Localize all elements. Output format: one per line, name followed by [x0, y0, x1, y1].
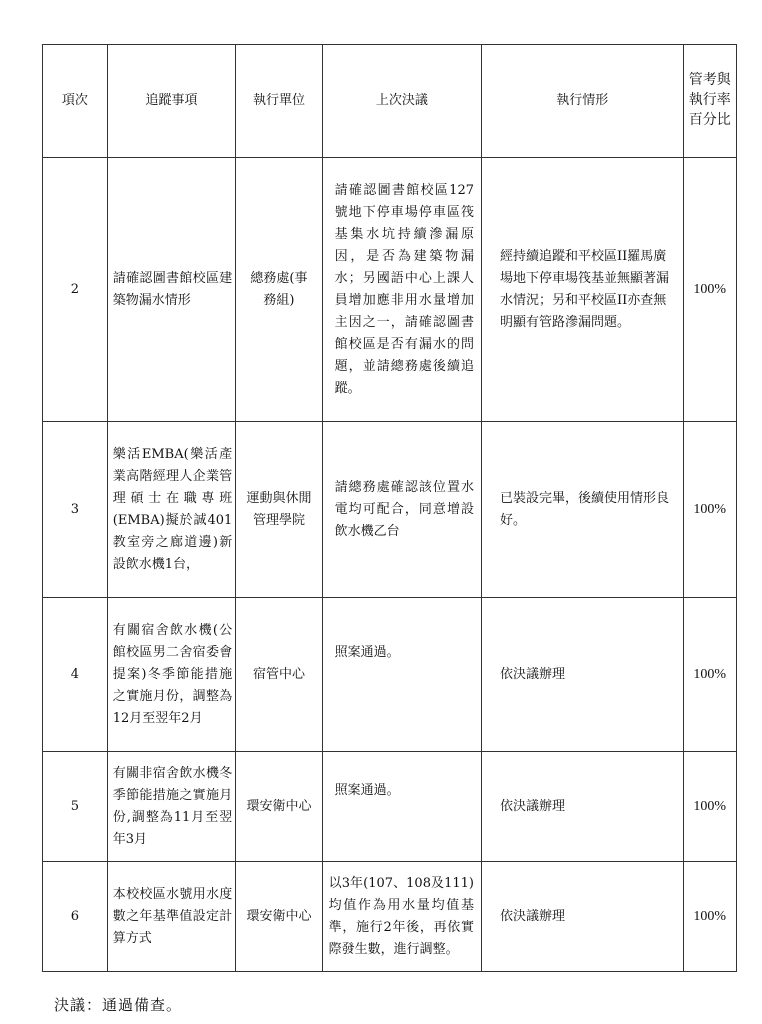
row-resolution-text: 照案通過。 [334, 783, 400, 798]
row-resolution-text: 照案通過。 [334, 645, 400, 660]
row-resolution [322, 862, 481, 972]
row-resolution [322, 422, 481, 598]
row-unit: 宿管中心 [236, 598, 322, 752]
row-no: 4 [43, 598, 108, 752]
row-no: 2 [43, 158, 108, 422]
row-pct: 100% [683, 598, 736, 752]
row-unit [236, 422, 322, 598]
row-no: 5 [43, 752, 108, 862]
row-status-text: 經持續追蹤和平校區II羅馬廣場地下停車場筏基並無顯著漏水情況；另和平校區II亦查無明顯有管路滲漏問題。 [500, 248, 670, 330]
row-item [107, 422, 236, 598]
row-item-text: 樂活EMBA(樂活產業高階經理人企業管理碩士在職專班(EMBA)擬於誠401教室旁之廊道邊)新設飲水機1台， [112, 446, 233, 572]
tracking-table [42, 44, 737, 972]
row-unit: 環安衛中心 [236, 752, 322, 862]
table-row [43, 158, 737, 422]
header-status: 執行情形 [482, 45, 684, 158]
row-unit-text: 總務處(事務組) [250, 270, 308, 308]
row-item [107, 862, 236, 972]
row-status [482, 752, 684, 862]
header-pct-text: 管考與執行率百分比 [688, 73, 731, 128]
decision-note: 決議：通過備查。 [54, 996, 183, 1014]
row-pct: 100% [683, 422, 736, 598]
row-resolution [322, 598, 481, 752]
table-header-row [43, 45, 737, 158]
row-pct: 100% [683, 862, 736, 972]
table-row [43, 422, 737, 598]
row-item [107, 598, 236, 752]
row-item-text: 本校校區水號用水度數之年基準值設定計算方式 [112, 886, 233, 946]
row-pct: 100% [683, 752, 736, 862]
row-status-text: 依決議辦理 [500, 908, 566, 924]
row-item-text: 有關宿舍飲水機(公館校區男二舍宿委會提案)冬季節能措施之實施月份，調整為12月至翌年2月 [112, 622, 233, 726]
row-no: 6 [43, 862, 108, 972]
row-unit-text: 運動與休閒管理學院 [246, 490, 312, 528]
row-status-text: 依決議辦理 [500, 666, 566, 682]
table-row [43, 862, 737, 972]
table-row [43, 598, 737, 752]
row-status-text: 依決議辦理 [500, 798, 566, 814]
row-status [482, 158, 684, 422]
row-resolution-text: 以3年(107、108及111)均值作為用水量均值基準，施行2年後，再依實際發生數，進行調整。 [328, 875, 474, 957]
row-item [107, 158, 236, 422]
row-item [107, 752, 236, 862]
row-unit [236, 158, 322, 422]
row-resolution [322, 158, 481, 422]
header-pct [683, 45, 736, 158]
row-resolution-text: 請確認圖書館校區127號地下停車場停車區筏基集水坑持續滲漏原因，是否為建築物漏水；另國語中心上課人員增加應非用水量增加主因之一，請確認圖書館校區是否有漏水的問題，並請總務處後續追蹤。 [334, 182, 474, 396]
row-status [482, 422, 684, 598]
header-resolution: 上次決議 [322, 45, 481, 158]
row-status [482, 862, 684, 972]
header-unit: 執行單位 [236, 45, 322, 158]
row-status-text: 已裝設完畢，後續使用情形良好。 [500, 490, 670, 528]
header-item: 追蹤事項 [107, 45, 236, 158]
row-unit: 環安衛中心 [236, 862, 322, 972]
row-no: 3 [43, 422, 108, 598]
row-resolution-text: 請總務處確認該位置水電均可配合，同意增設飲水機乙台 [334, 479, 474, 539]
header-no: 項次 [43, 45, 108, 158]
row-resolution [322, 752, 481, 862]
row-item-text: 請確認圖書館校區建築物漏水情形 [112, 270, 233, 308]
table-row [43, 752, 737, 862]
row-item-text: 有關非宿舍飲水機冬季節能措施之實施月份,調整為11月至翌年3月 [112, 765, 233, 847]
row-pct: 100% [683, 158, 736, 422]
row-status [482, 598, 684, 752]
